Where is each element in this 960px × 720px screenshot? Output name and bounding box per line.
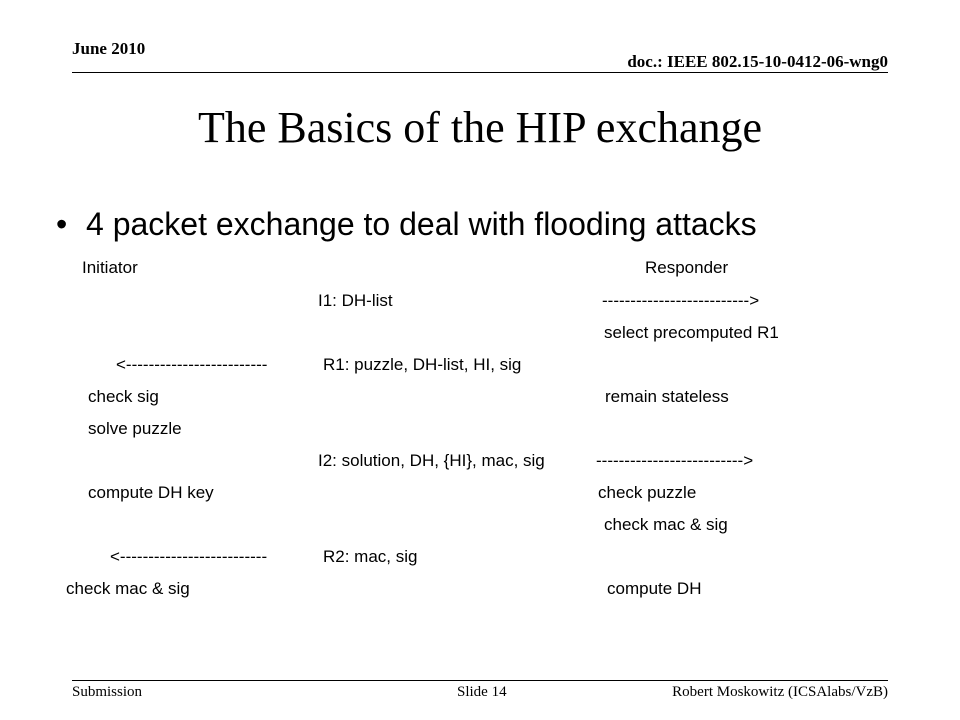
compute-dh-step: compute DH (607, 579, 702, 598)
i2-message: I2: solution, DH, {HI}, mac, sig (318, 451, 545, 470)
bullet-text: 4 packet exchange to deal with flooding attacks (86, 206, 757, 242)
r2-arrow: <-------------------------- (110, 547, 268, 566)
bullet-item (56, 202, 757, 246)
slide-title: The Basics of the HIP exchange (197, 103, 763, 152)
solve-puzzle-step: solve puzzle (88, 419, 182, 438)
check-sig-step: check sig (88, 387, 159, 406)
initiator-check-mac-sig-step: check mac & sig (66, 579, 190, 598)
select-r1-step: select precomputed R1 (604, 323, 779, 342)
compute-dh-key-step: compute DH key (88, 483, 214, 502)
footer-slide-number: Slide 14 (457, 684, 507, 700)
footer-submission: Submission (72, 684, 143, 700)
i1-message: I1: DH-list (318, 291, 393, 310)
i1-arrow: --------------------------> (602, 291, 760, 310)
responder-check-mac-sig-step: check mac & sig (604, 515, 728, 534)
header-rule (72, 72, 888, 73)
i2-arrow: --------------------------> (596, 451, 754, 470)
check-puzzle-step: check puzzle (598, 483, 697, 502)
header-date: June 2010 (72, 39, 146, 58)
remain-stateless-step: remain stateless (605, 387, 729, 406)
responder-label: Responder (645, 258, 729, 277)
initiator-label: Initiator (82, 258, 138, 277)
r2-message: R2: mac, sig (323, 547, 418, 566)
r1-message: R1: puzzle, DH-list, HI, sig (323, 355, 522, 374)
r1-arrow: <------------------------- (116, 355, 268, 374)
footer-rule (72, 680, 888, 681)
bullet-marker: • (56, 206, 68, 242)
footer-author: Robert Moskowitz (ICSAlabs/VzB) (672, 684, 888, 700)
header-doc-id: doc.: IEEE 802.15-10-0412-06-wng0 (627, 52, 888, 71)
